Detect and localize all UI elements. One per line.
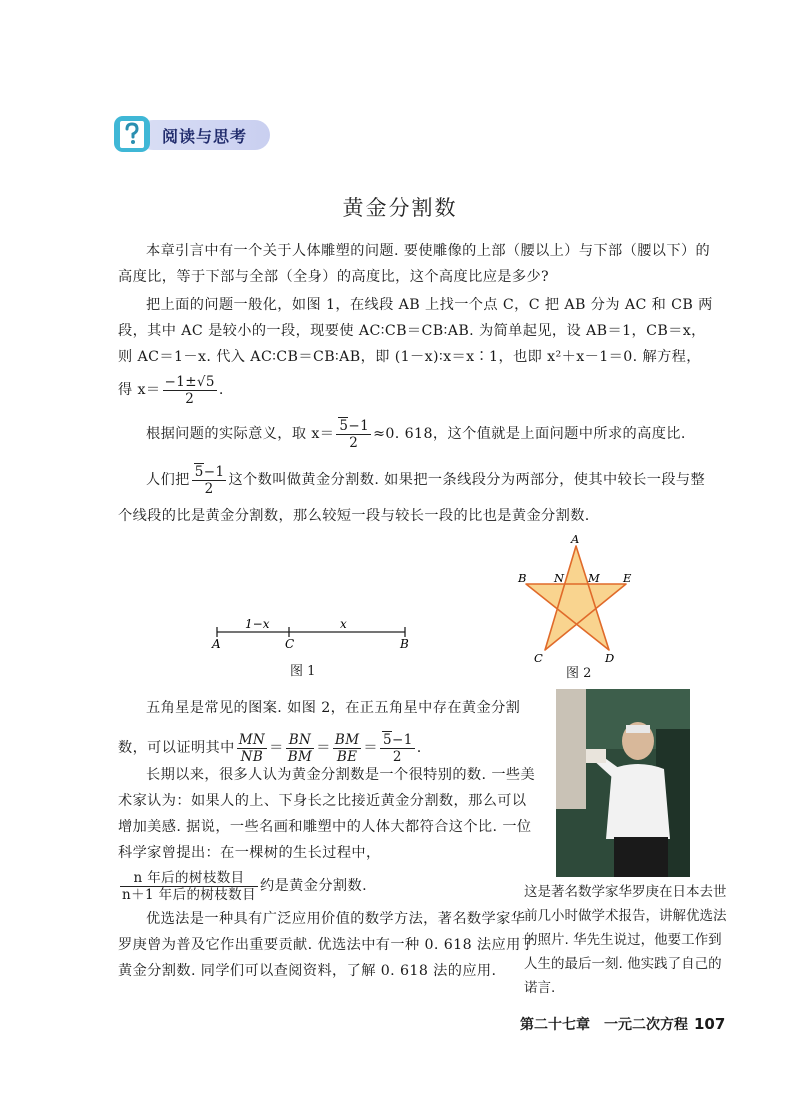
- golden-fraction: [336, 418, 371, 451]
- definition-prefix: 人们把: [146, 472, 190, 488]
- minus-one: −1: [348, 417, 370, 434]
- figure-1-caption: 图 1: [290, 664, 316, 679]
- tree-ratio-line: [118, 866, 538, 906]
- root-five: 5: [339, 417, 349, 434]
- paragraph-intro: 本章引言中有一个关于人体雕塑的问题. 要使雕像的上部（腰以上）与下部（腰以下）的高度比，等于下部与全部（全身）的高度比，这个高度比应是多少?: [118, 243, 711, 285]
- tree-denominator: n＋1 年后的树枝数目: [122, 886, 256, 903]
- tree-suffix: 约是黄金分割数.: [259, 878, 368, 894]
- paragraph-meaning: [118, 414, 718, 454]
- vertex-m: M: [588, 571, 600, 585]
- question-book-icon: [112, 114, 152, 154]
- paragraph-beauty: 长期以来，很多人认为黄金分割数是一个很特别的数. 一些美术家认为：如果人的上、下身长之比接近黄金分割数，那么可以增加美感. 据说，一些名画和雕塑中的人体大都符合这个比. 一位科学家曾提出：在一棵树的生长过程中，: [118, 767, 536, 861]
- vertex-e: E: [623, 571, 632, 585]
- tree-numerator: n 年后的树枝数目: [120, 870, 258, 887]
- golden-fraction-2: [192, 464, 227, 497]
- ratio-bn-bm: $\frac{BN}{BM}$: [287, 731, 313, 765]
- golden-fraction-3: $\frac{5-1}{2}$: [380, 732, 415, 765]
- golden-denominator-2: 2: [204, 480, 214, 497]
- root-five-2: 5: [194, 463, 204, 480]
- golden-denominator: 2: [349, 434, 359, 451]
- definition-suffix: 这个数叫做黄金分割数. 如果把一条线段分为两部分，使其中较长一段与整个线段的比是黄金分割数，那么较短一段与较长一段的比也是黄金分割数.: [118, 472, 706, 524]
- photo-hua-luogeng: [556, 689, 690, 877]
- figure-2-caption: 图 2: [566, 666, 592, 681]
- vertex-d: D: [605, 651, 615, 664]
- tree-fraction: [120, 870, 258, 903]
- vertex-n: N: [554, 571, 565, 585]
- paragraph-generalize: 把上面的问题一般化，如图 1，在线段 AB 上找一个点 C，C 把 AB 分为 AC 和 CB 两段，其中 AC 是较小的一段，现要使 AC∶CB＝CB∶AB. 为简单起见，设 AB＝1，CB＝x，则 AC＝1－x. 代入 AC∶CB＝CB∶AB，即 (1－x)∶x＝x∶1，也即 x²＋x－1＝0. 解方程，: [118, 297, 713, 365]
- page-title: 黄金分割数: [342, 196, 458, 220]
- segment-label-left: 1−x: [245, 617, 270, 631]
- page-number: 107: [694, 1015, 726, 1033]
- pentagram-shape: [526, 546, 626, 650]
- solution-line: 得 x＝ $\frac{-1\pm√5}{2}$ .: [118, 373, 224, 407]
- section-badge-label: 阅读与思考: [162, 127, 248, 146]
- point-b: B: [400, 637, 409, 651]
- vertex-b: B: [518, 571, 527, 585]
- vertex-a: A: [571, 532, 580, 546]
- point-c: C: [285, 637, 295, 651]
- pentagram-text: 五角星是常见的图案. 如图 2，在正五角星中存在黄金分割数，可以证明其中: [118, 700, 521, 756]
- point-a: A: [212, 637, 221, 651]
- ratio-mn-nb: $\frac{MN}{NB}$: [238, 731, 266, 765]
- solution-denominator: 2: [185, 390, 195, 407]
- figure-1-segment: [205, 612, 425, 652]
- segment-label-right: x: [340, 617, 347, 631]
- photo-caption: 这是著名数学家华罗庚在日本去世前几小时做学术报告，讲解优选法的照片. 华先生说过，他要工作到人生的最后一刻. 他实践了自己的诺言.: [524, 884, 727, 996]
- page-footer: [520, 1014, 725, 1034]
- vertex-c: C: [534, 651, 543, 664]
- solution-prefix: 得 x＝: [118, 382, 161, 398]
- solution-fraction: [163, 374, 217, 407]
- meaning-suffix: ≈0. 618，这个值就是上面问题中所求的高度比.: [373, 426, 686, 442]
- meaning-prefix: 根据问题的实际意义，取 x＝: [146, 426, 335, 442]
- figure-2-pentagram: [512, 532, 642, 664]
- paragraph-definition: [118, 462, 718, 534]
- paragraph-optimization: 优选法是一种具有广泛应用价值的数学方法，著名数学家华罗庚曾为普及它作出重要贡献. 优选法中有一种 0. 618 法应用了黄金分割数. 同学们可以查阅资料，了解 0. 618 法的应用.: [118, 911, 536, 979]
- chapter-title: 第二十七章 一元二次方程: [520, 1017, 688, 1033]
- ratio-bm-be: $\frac{BM}{BE}$: [334, 731, 360, 765]
- solution-numerator: −1±√5: [164, 373, 215, 390]
- minus-one-2: −1: [203, 463, 225, 480]
- paragraph-pentagram: 五角星是常见的图案. 如图 2，在正五角星中存在黄金分割数，可以证明其中 $\frac{MN}{NB}$ ＝ $\frac{BN}{BM}$ ＝ $\frac{BM}{BE}$ ＝ $\frac{5-1}{2}$ .: [118, 700, 521, 765]
